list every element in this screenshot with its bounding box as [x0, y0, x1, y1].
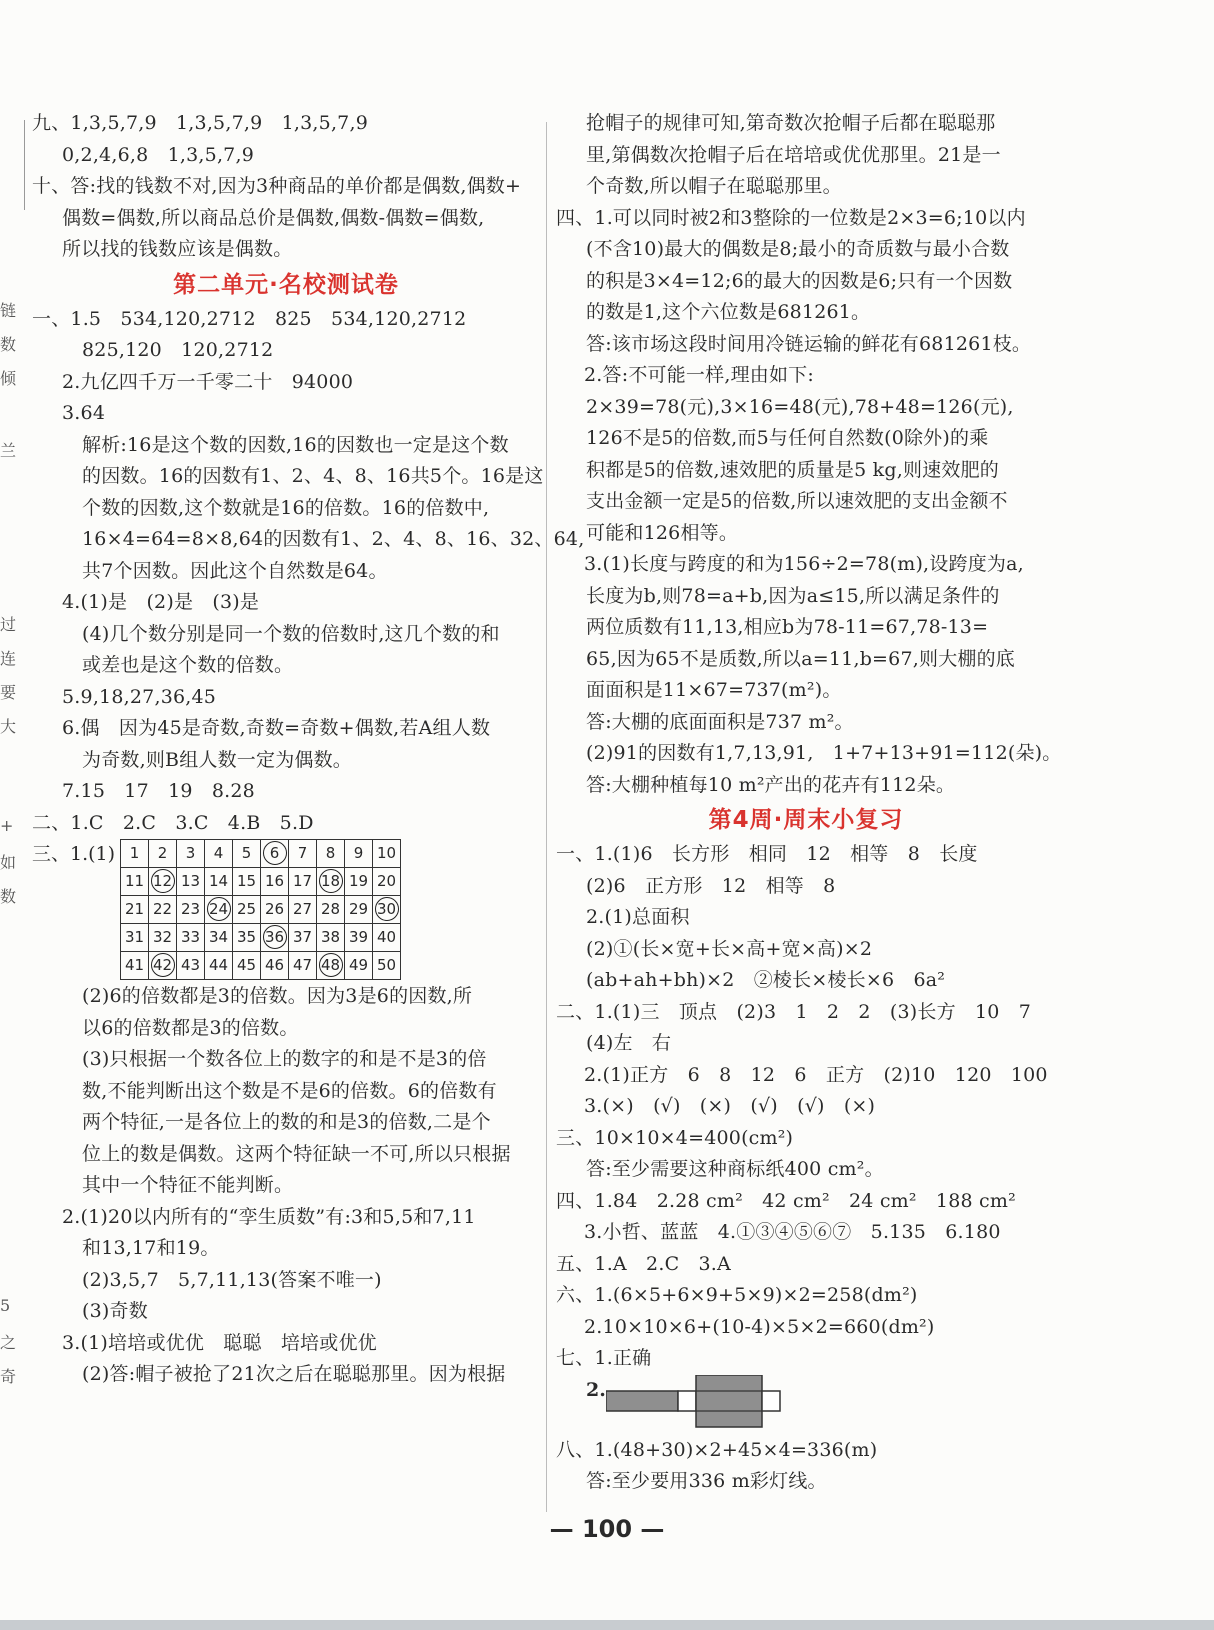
answer-line: 2.10×10×6+(10-4)×5×2=660(dm²)	[584, 1315, 935, 1338]
margin-fragment: 要	[0, 683, 17, 702]
analysis-line: 的因数。16的因数有1、2、4、8、16共5个。16是这	[82, 465, 544, 487]
grid-row	[121, 840, 401, 868]
net-face-center	[696, 1375, 762, 1427]
answer-line: 3.(×) (√) (×) (√) (√) (×)	[584, 1095, 876, 1117]
answer-line: 5.9,18,27,36,45	[62, 685, 217, 708]
answer-line: 4.(1)是 (2)是 (3)是	[62, 591, 260, 613]
answer-line: (3)奇数	[82, 1300, 148, 1322]
answer-line: 七、1.正确	[556, 1347, 652, 1369]
column-divider	[546, 122, 547, 1512]
answer-line: 65,因为65不是质数,所以a=11,b=67,则大棚的底	[586, 647, 1015, 670]
answer-line: 7.15 17 19 8.28	[62, 780, 255, 802]
margin-fragment: 奇	[0, 1367, 17, 1386]
page-number: — 100 —	[549, 1515, 665, 1543]
answer-line: 答:至少要用336 m彩灯线。	[586, 1470, 827, 1492]
answer-line: 四、1.可以同时被2和3整除的一位数是2×3=6;10以内	[556, 206, 1026, 229]
answer-line: 其中一个特征不能判断。	[82, 1174, 294, 1196]
answer-line: (2)3,5,7 5,7,11,13(答案不唯一)	[82, 1268, 382, 1291]
answer-line: (2)6 正方形 12 相等 8	[586, 874, 836, 897]
answer-line: 位上的数是偶数。这两个特征缺一不可,所以只根据	[82, 1142, 511, 1165]
margin-fragment: 如	[0, 853, 17, 872]
grid-cell: 43	[177, 952, 205, 980]
net-face-left	[606, 1391, 678, 1411]
margin-fragment: 倾	[0, 369, 17, 388]
answer-line: 以6的倍数都是3的倍数。	[82, 1016, 299, 1039]
answer-line: 六、1.(6×5+6×9+5×9)×2=258(dm²)	[556, 1284, 918, 1306]
circled-number: 12	[151, 869, 175, 893]
answer-line: (2)①(长×宽+长×高+宽×高)×2	[586, 937, 873, 960]
grid-cell: 28	[317, 896, 345, 924]
grid-cell: 45	[233, 952, 261, 980]
answer-line: 两个特征,一是各位上的数的和是3的倍数,二是个	[82, 1111, 491, 1133]
answer-line: 一、1.(1)6 长方形 相同 12 相等 8 长度	[556, 843, 978, 865]
grid-cell: 50	[373, 952, 401, 980]
circled-number: 48	[319, 953, 343, 977]
grid-row	[121, 896, 401, 924]
grid-cell: 14	[205, 868, 233, 896]
answer-line: (不含10)最大的偶数是8;最小的奇质数与最小合数	[586, 238, 1010, 260]
answer-line: 6.偶 因为45是奇数,奇数=奇数+偶数,若A组人数	[62, 717, 491, 739]
margin-fragment: 过	[0, 615, 17, 634]
grid-cell: 2	[149, 840, 177, 868]
answer-line: 可能和126相等。	[586, 521, 739, 544]
answer-line: 2.(1)正方 6 8 12 6 正方 (2)10 120 100	[584, 1063, 1048, 1086]
answer-line: 3.(1)培培或优优 聪聪 培培或优优	[62, 1331, 377, 1354]
answer-line: (ab+ah+bh)×2 ②棱长×棱长×6 6a²	[586, 969, 946, 991]
grid-cell: 21	[121, 896, 149, 924]
grid-row	[121, 952, 401, 980]
answer-line: 支出金额一定是5的倍数,所以速效肥的支出金额不	[586, 490, 1008, 512]
grid-cell: 46	[261, 952, 289, 980]
answer-line: 的积是3×4=12;6的最大的因数是6;只有一个因数	[586, 269, 1013, 292]
grid-cell: 16	[261, 868, 289, 896]
grid-cell: 33	[177, 924, 205, 952]
grid-row	[121, 924, 401, 952]
answer-line: 126不是5的倍数,而5与任何自然数(0除外)的乘	[586, 427, 989, 449]
grid-cell	[317, 868, 345, 896]
section-heading-unit2: 第二单元·名校测试卷	[173, 271, 399, 298]
grid-cell: 29	[345, 896, 373, 924]
left-bracket-line	[24, 120, 25, 210]
grid-cell: 10	[373, 840, 401, 868]
number-grid-block	[32, 839, 540, 981]
answer-line: 三、10×10×4=400(cm²)	[556, 1126, 794, 1149]
grid-cell: 23	[177, 896, 205, 924]
grid-cell	[149, 868, 177, 896]
scan-edge-strip	[0, 1620, 1214, 1630]
grid-cell: 35	[233, 924, 261, 952]
grid-cell: 11	[121, 868, 149, 896]
answer-line: 数,不能判断出这个数是不是6的倍数。6的倍数有	[82, 1079, 497, 1102]
grid-cell: 25	[233, 896, 261, 924]
grid-cell	[205, 896, 233, 924]
cuboid-net-diagram	[606, 1375, 846, 1435]
margin-fragment: 连	[0, 649, 17, 668]
grid-cell	[149, 952, 177, 980]
circled-number: 30	[375, 897, 399, 921]
grid-cell: 17	[289, 868, 317, 896]
answer-line: 九、1,3,5,7,9 1,3,5,7,9 1,3,5,7,9	[32, 112, 369, 134]
answer-line: 3.64	[62, 402, 106, 424]
grid-cell: 41	[121, 952, 149, 980]
grid-cell: 22	[149, 896, 177, 924]
circled-number: 6	[263, 841, 287, 865]
grid-cell: 31	[121, 924, 149, 952]
circled-number: 18	[319, 869, 343, 893]
answer-line: (2)答:帽子被抢了21次之后在聪聪那里。因为根据	[82, 1363, 506, 1385]
cuboid-net-block	[556, 1375, 1056, 1435]
answer-line: 偶数=偶数,所以商品总价是偶数,偶数-偶数=偶数,	[62, 206, 485, 229]
grid-cell: 7	[289, 840, 317, 868]
answer-line: (4)左 右	[586, 1032, 672, 1054]
answer-line: 2.(1)20以内所有的“孪生质数”有:3和5,5和7,11	[62, 1205, 476, 1228]
grid-cell: 40	[373, 924, 401, 952]
grid-cell: 4	[205, 840, 233, 868]
number-grid	[120, 839, 401, 980]
grid-cell: 13	[177, 868, 205, 896]
answer-line: 个奇数,所以帽子在聪聪那里。	[586, 175, 842, 197]
grid-cell: 47	[289, 952, 317, 980]
grid-cell: 5	[233, 840, 261, 868]
analysis-line: 个数的因数,这个数就是16的倍数。16的倍数中,	[82, 496, 490, 519]
net-face-small-left	[678, 1391, 696, 1411]
grid-cell: 37	[289, 924, 317, 952]
margin-fragment: 5	[0, 1296, 11, 1315]
answer-line: 3.(1)长度与跨度的和为156÷2=78(m),设跨度为a,	[584, 553, 1024, 575]
answer-line: 2.答:不可能一样,理由如下:	[584, 364, 814, 386]
grid-cell	[317, 952, 345, 980]
grid-cell: 44	[205, 952, 233, 980]
grid-cell: 19	[345, 868, 373, 896]
net-face-small-right	[762, 1391, 780, 1411]
margin-fragment: 大	[0, 717, 17, 736]
answer-line: 0,2,4,6,8 1,3,5,7,9	[62, 143, 255, 166]
grid-cell: 3	[177, 840, 205, 868]
answer-line: 八、1.(48+30)×2+45×4=336(m)	[556, 1438, 878, 1461]
answer-line: 抢帽子的规律可知,第奇数次抢帽子后都在聪聪那	[586, 112, 996, 134]
grid-cell: 8	[317, 840, 345, 868]
circled-number: 36	[263, 925, 287, 949]
answer-line: 3.小哲、蓝蓝 4.①③④⑤⑥⑦ 5.135 6.180	[584, 1221, 1001, 1243]
answer-line: 一、1.5 534,120,2712 825 534,120,2712	[32, 307, 467, 330]
answer-line: 825,120 120,2712	[82, 339, 274, 361]
answer-line: (3)只根据一个数各位上的数字的和是不是3的倍	[82, 1048, 487, 1070]
grid-cell: 1	[121, 840, 149, 868]
answer-line: 答:至少需要这种商标纸400 cm²。	[586, 1158, 884, 1180]
grid-label: 三、1.(1)	[32, 843, 116, 865]
grid-cell: 20	[373, 868, 401, 896]
answer-line: 答:大棚种植每10 m²产出的花卉有112朵。	[586, 773, 956, 796]
circled-number: 24	[207, 897, 231, 921]
margin-fragment: 数	[0, 887, 17, 906]
answer-line: 2×39=78(元),3×16=48(元),78+48=126(元),	[586, 395, 1014, 418]
answer-line: 面面积是11×67=737(m²)。	[586, 679, 842, 701]
answer-line: 为奇数,则B组人数一定为偶数。	[82, 748, 353, 771]
grid-cell: 38	[317, 924, 345, 952]
analysis-line: 解析:16是这个数的因数,16的因数也一定是这个数	[82, 433, 509, 456]
right-column	[556, 108, 1062, 1498]
analysis-line: 共7个因数。因此这个自然数是64。	[82, 559, 388, 582]
answer-line: 积都是5的倍数,速效肥的质量是5 kg,则速效肥的	[586, 458, 999, 481]
grid-cell	[261, 924, 289, 952]
grid-cell: 39	[345, 924, 373, 952]
left-column	[32, 108, 585, 1391]
answer-line: 2.九亿四千万一千零二十 94000	[62, 370, 354, 393]
circled-number: 42	[151, 953, 175, 977]
answer-line: 里,第偶数次抢帽子后在培培或优优那里。21是一	[586, 143, 1001, 166]
section-heading-week4: 第4周·周末小复习	[708, 807, 904, 833]
answer-line: (4)几个数分别是同一个数的倍数时,这几个数的和	[82, 622, 500, 645]
answer-line: 所以找的钱数应该是偶数。	[62, 238, 293, 260]
answer-line: 十、答:找的钱数不对,因为3种商品的单价都是偶数,偶数+	[32, 175, 522, 197]
answer-line: 五、1.A 2.C 3.A	[556, 1252, 731, 1275]
margin-fragment: 链	[0, 301, 17, 320]
answer-line: 长度为b,则78=a+b,因为a≤15,所以满足条件的	[586, 584, 1000, 607]
margin-fragment: 之	[0, 1333, 17, 1352]
answer-line: 二、1.(1)三 顶点 (2)3 1 2 2 (3)长方 10 7	[556, 1000, 1032, 1023]
answer-line: 2.(1)总面积	[586, 906, 690, 928]
grid-cell: 49	[345, 952, 373, 980]
answer-line: 的数是1,这个六位数是681261。	[586, 301, 871, 323]
grid-cell	[373, 896, 401, 924]
answer-line: 二、1.C 2.C 3.C 4.B 5.D	[32, 811, 314, 834]
answer-line: (2)6的倍数都是3的倍数。因为3是6的因数,所	[82, 985, 473, 1007]
grid-cell: 27	[289, 896, 317, 924]
grid-cell: 32	[149, 924, 177, 952]
grid-cell: 34	[205, 924, 233, 952]
grid-cell: 26	[261, 896, 289, 924]
grid-cell: 15	[233, 868, 261, 896]
margin-fragment: +	[0, 816, 14, 835]
answer-line: 四、1.84 2.28 cm² 42 cm² 24 cm² 188 cm²	[556, 1189, 1016, 1212]
answer-line: 答:该市场这段时间用冷链运输的鲜花有681261枝。	[586, 332, 1032, 355]
grid-cell	[261, 840, 289, 868]
grid-row	[121, 868, 401, 896]
margin-fragment: 兰	[0, 441, 17, 460]
answer-line: (2)91的因数有1,7,13,91, 1+7+13+91=112(朵)。	[586, 742, 1062, 764]
answer-line: 或差也是这个数的倍数。	[82, 654, 294, 676]
answer-line: 两位质数有11,13,相应b为78-11=67,78-13=	[586, 616, 989, 638]
margin-fragment: 数	[0, 335, 17, 354]
answer-line: 答:大棚的底面面积是737 m²。	[586, 710, 854, 733]
grid-cell: 9	[345, 840, 373, 868]
net-label: 2.	[586, 1378, 606, 1401]
answer-line: 和13,17和19。	[82, 1237, 220, 1259]
analysis-line: 16×4=64=8×8,64的因数有1、2、4、8、16、32、64,	[82, 528, 585, 550]
